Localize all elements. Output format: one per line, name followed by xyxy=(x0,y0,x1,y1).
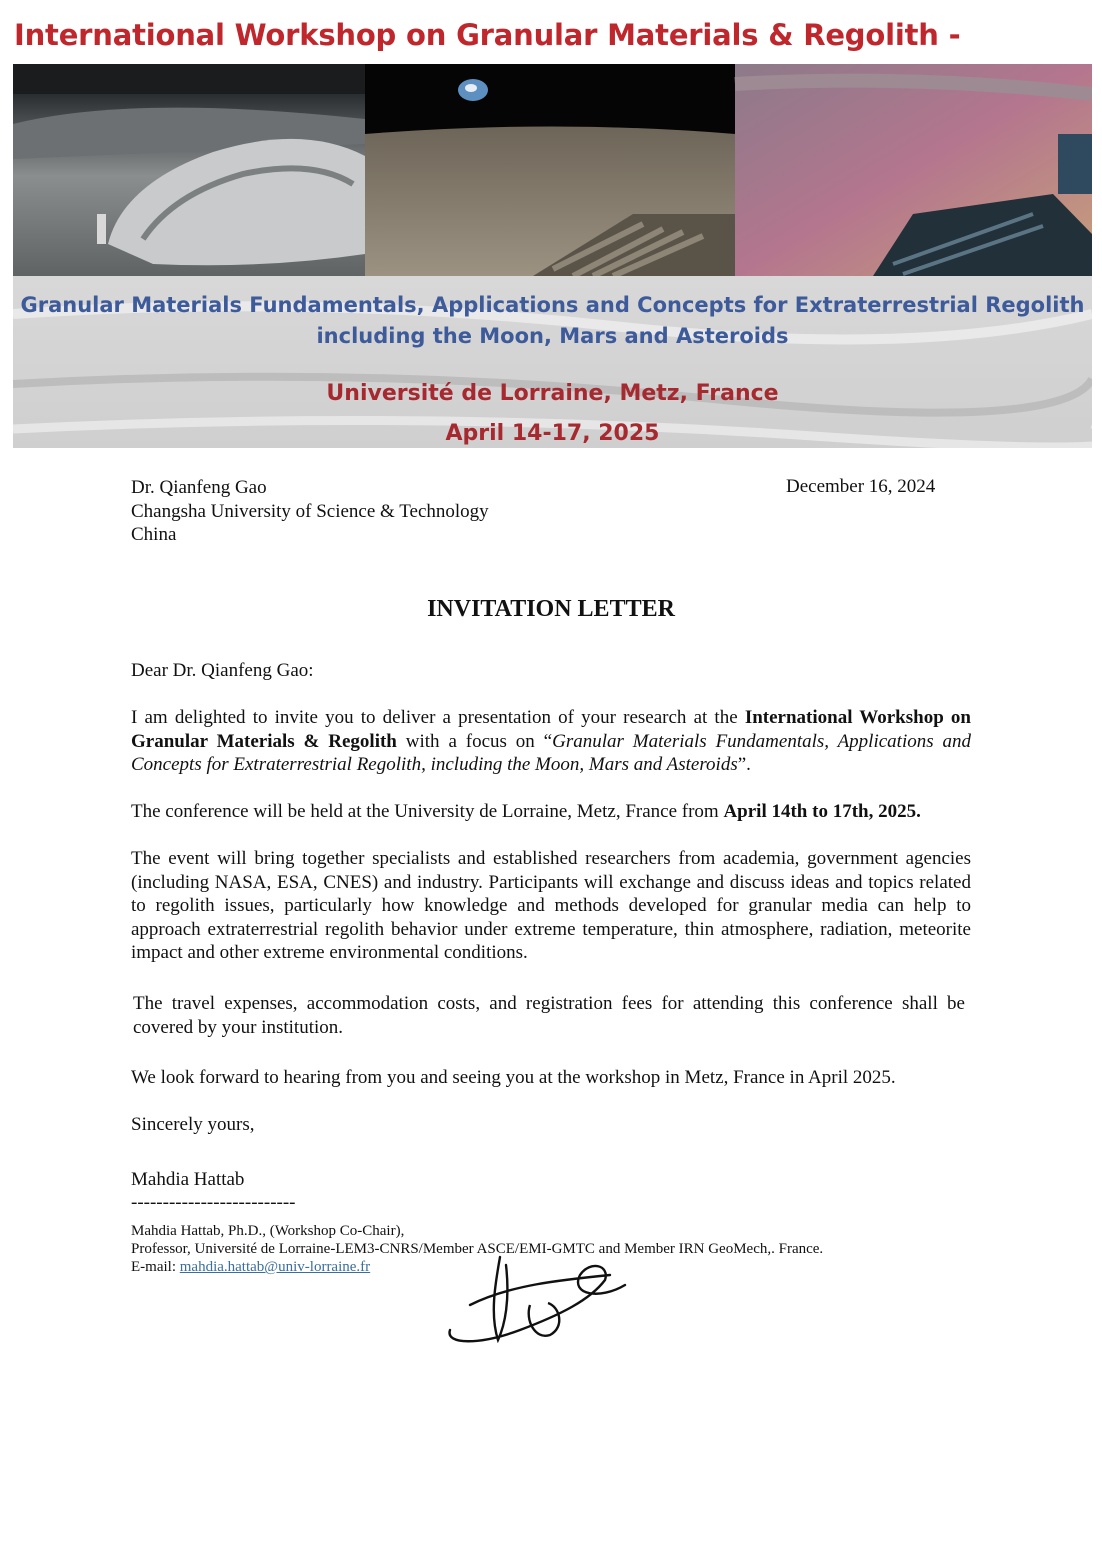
closing: Sincerely yours, xyxy=(131,1114,255,1135)
salutation: Dear Dr. Qianfeng Gao: xyxy=(131,660,314,681)
recipient-block xyxy=(131,476,489,547)
recipient-name: Dr. Qianfeng Gao xyxy=(131,477,267,498)
paragraph-invitation: I am delighted to invite you to deliver a presentation of your research at the International Workshop on Granular Materials & Regolith with a focus on “Granular Materials Fundamentals, Applications and Concepts for Extraterrestrial Regolith, including the Moon, Mars and Asteroids”. xyxy=(131,707,972,775)
letter-date: December 16, 2024 xyxy=(786,476,936,497)
letter-title: INVITATION LETTER xyxy=(427,596,675,622)
banner-subtitle: Granular Materials Fundamentals, Applications and Concepts for Extraterrestrial Regolith including the Moon, Mars and Asteroids xyxy=(20,293,1085,348)
paragraph-event: The event will bring together specialists and established researchers from academia, government agencies (including NASA, ESA, CNES) and industry. Participants will exchange and discuss ideas and topics related to regolith issues, particularly how knowledge and methods developed for granular media can help to approach extraterrestrial regolith behavior under extreme temperature, thin atmosphere, radiation, meteorite impact and other extreme environmental conditions. xyxy=(131,848,971,963)
recipient-institution: Changsha University of Science & Technology xyxy=(131,500,489,522)
banner-venue: Université de Lorraine, Metz, France April 14-17, 2025 xyxy=(326,381,779,446)
paragraph-dates: The conference will be held at the University de Lorraine, Metz, France from April 14th to 17th, 2025. xyxy=(131,801,921,822)
banner xyxy=(13,64,1092,448)
email-link[interactable]: mahdia.hattab@univ-lorraine.fr xyxy=(179,1259,371,1275)
paragraph-expenses: The travel expenses, accommodation costs, and registration fees for attending this conference shall be covered by your institution. xyxy=(133,993,965,1038)
recipient-country: China xyxy=(131,524,177,545)
handwritten-signature xyxy=(440,1245,640,1350)
paragraph-closing: We look forward to hearing from you and seeing you at the workshop in Metz, France in April 2025. xyxy=(131,1067,896,1088)
signature-line: -------------------------- xyxy=(131,1192,296,1213)
signer-details: Mahdia Hattab, Ph.D., (Workshop Co-Chair), Professor, Université de Lorraine-LEM3-CNRS/Member ASCE/EMI-GMTC and Member IRN GeoMech,. France. E-mail: mahdia.hattab@univ-lorraine.fr xyxy=(131,1223,824,1275)
workshop-title: International Workshop on Granular Materials & Regolith - xyxy=(14,18,961,52)
signer-name: Mahdia Hattab xyxy=(131,1169,245,1190)
